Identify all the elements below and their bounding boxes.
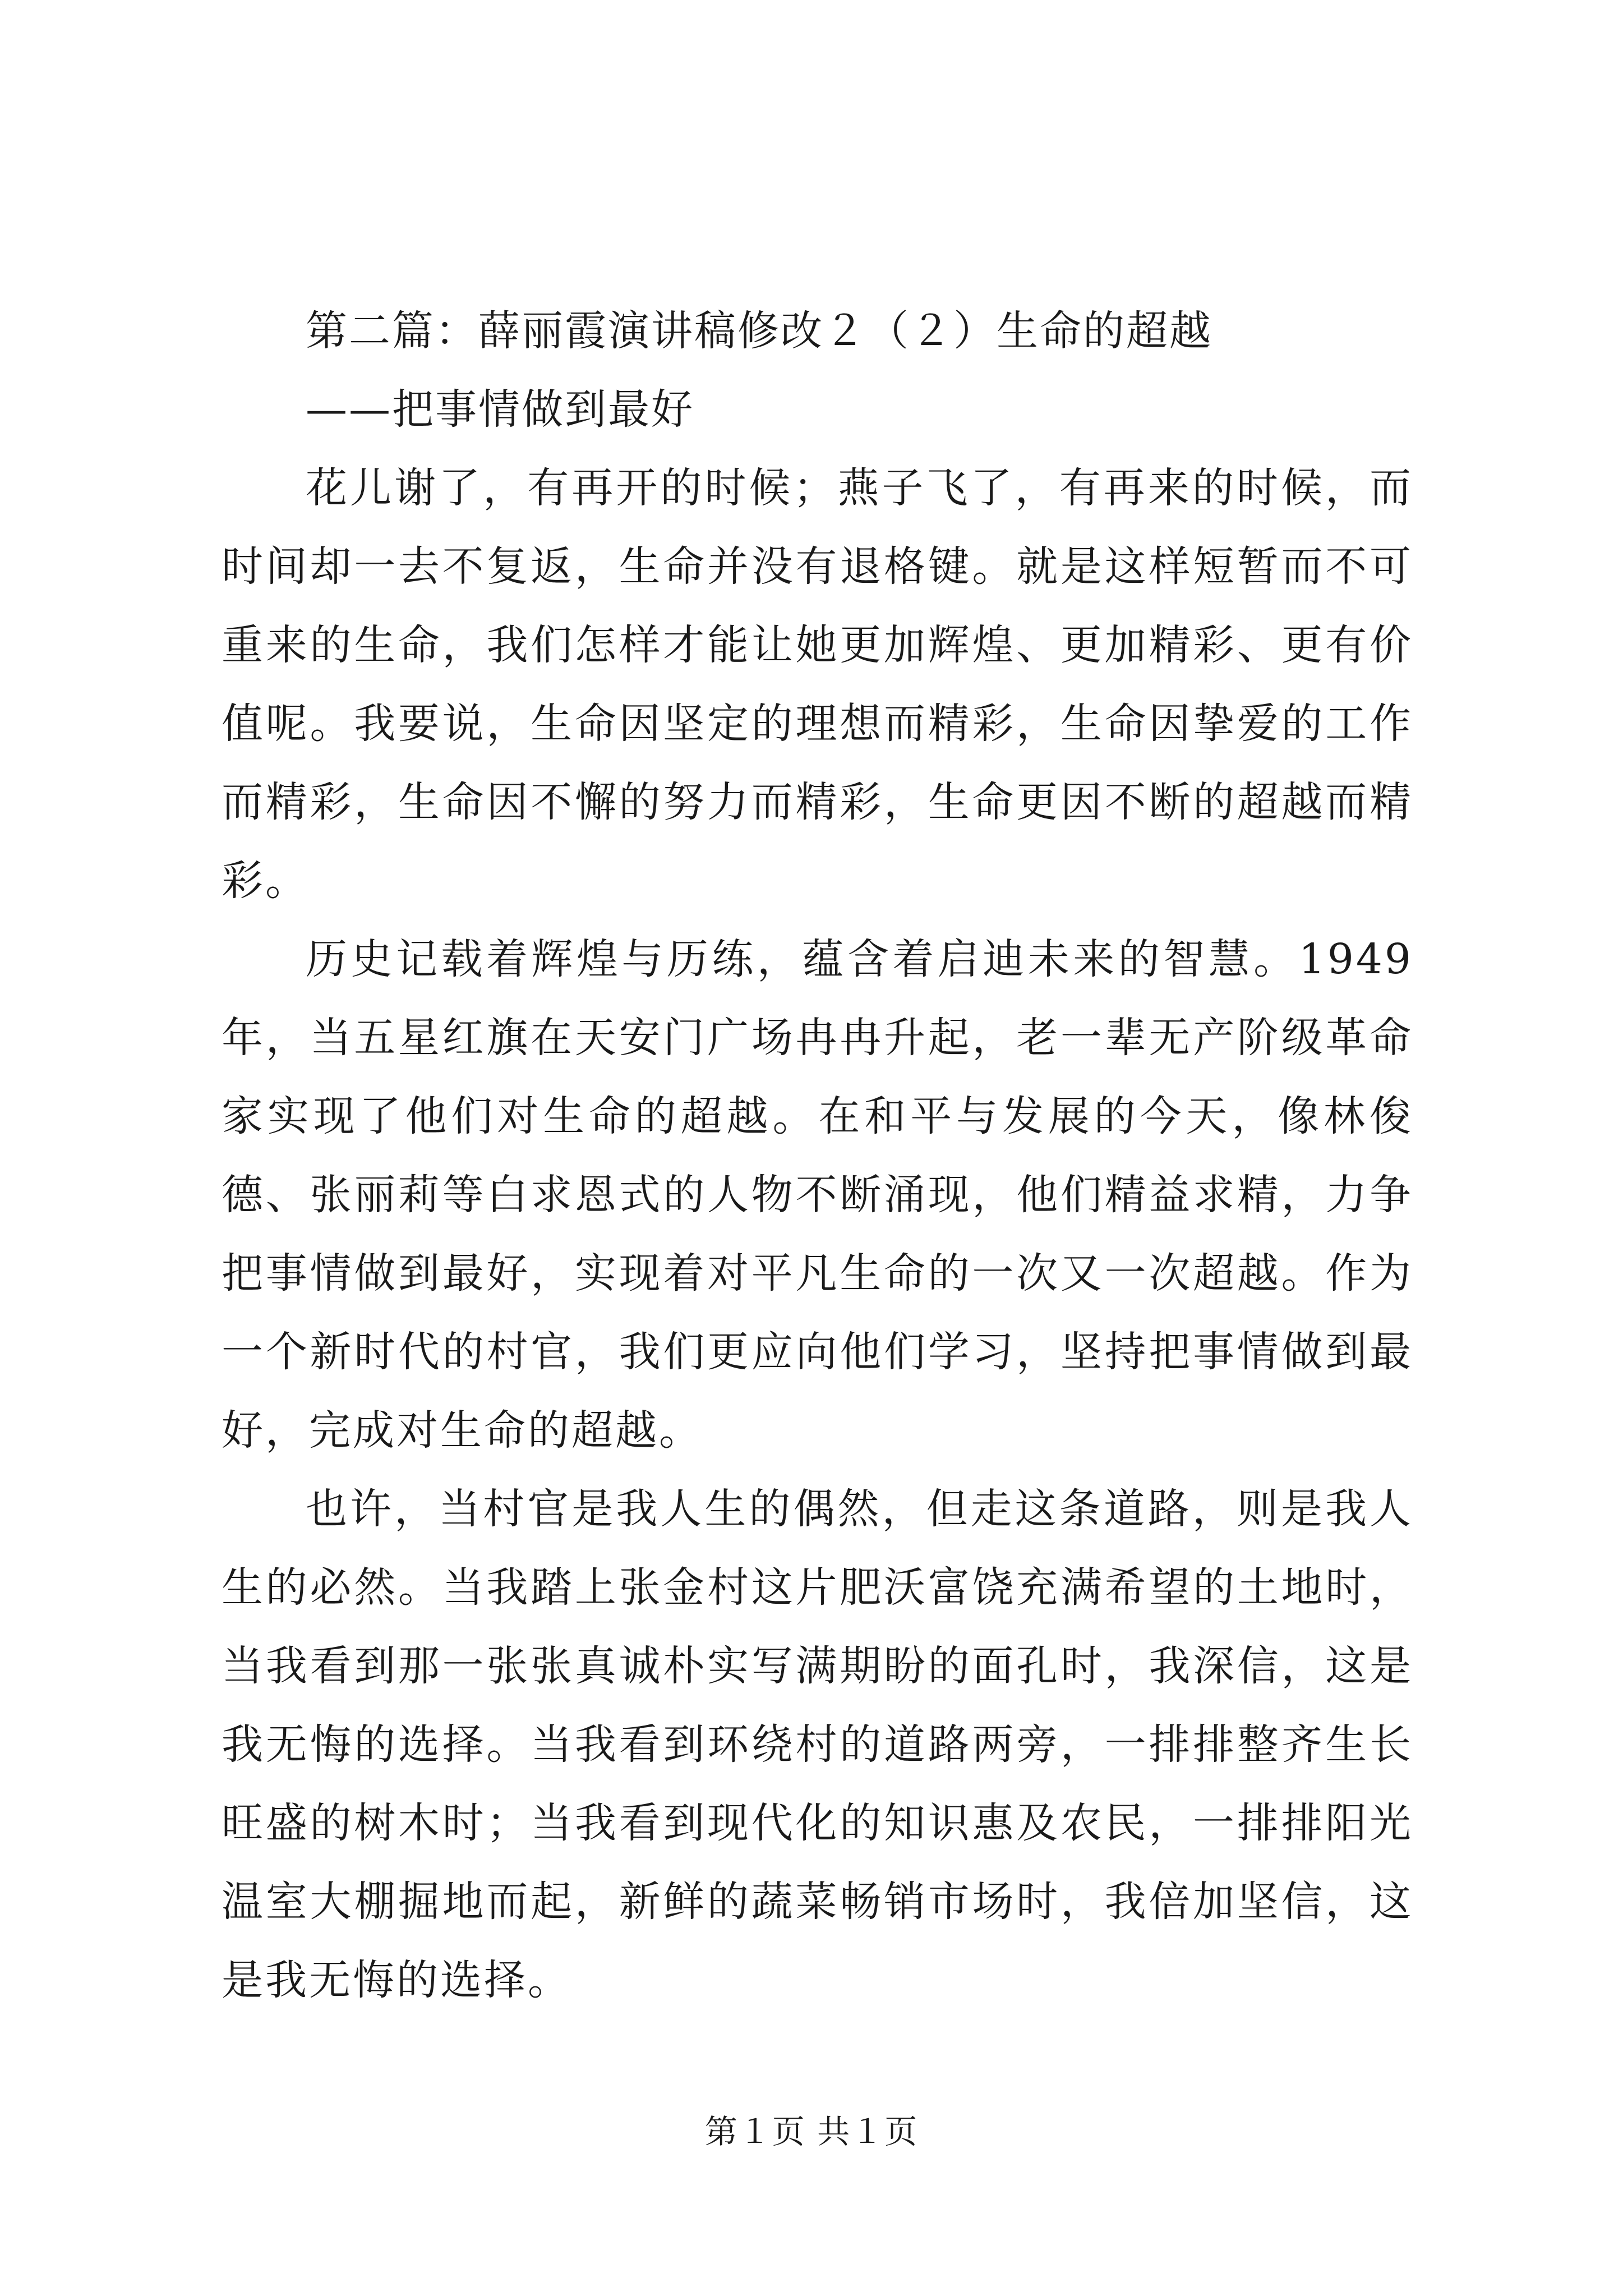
paragraph-1: 花儿谢了，有再开的时候；燕子飞了，有再来的时候，而时间却一去不复返，生命并没有退格键。就是这样短暂而不可重来的生命，我们怎样才能让她更加辉煌、更加精彩、更有价值呢。我要说，生命因坚定的理想而精彩，生命因挚爱的工作而精彩，生命因不懈的努力而精彩，生命更因不断的超越而精彩。 [222,464,1413,905]
page-number-footer: 第１页 共１页 [704,2113,919,2151]
document-title: 第二篇：薛丽霞演讲稿修改２（２）生命的超越 [306,307,1212,355]
paragraph-2: 历史记载着辉煌与历练，蕴含着启迪未来的智慧。1949年，当五星红旗在天安门广场冉冉升起，老一辈无产阶级革命家实现了他们对生命的超越。在和平与发展的今天，像林俊德、张丽莉等白求恩式的人物不断涌现，他们精益求精，力争把事情做到最好，实现着对平凡生命的一次又一次超越。作为一个新时代的村官，我们更应向他们学习，坚持把事情做到最好，完成对生命的超越。 [222,935,1413,1455]
document-body [222,292,1413,2019]
document-subtitle: ——把事情做到最好 [306,385,694,434]
paragraph-3: 也许，当村官是我人生的偶然，但走这条道路，则是我人生的必然。当我踏上张金村这片肥沃富饶充满希望的土地时，当我看到那一张张真诚朴实写满期盼的面孔时，我深信，这是我无悔的选择。当我看到环绕村的道路两旁，一排排整齐生长旺盛的树木时；当我看到现代化的知识惠及农民，一排排阳光温室大棚掘地而起，新鲜的蔬菜畅销市场时，我倍加坚信，这是我无悔的选择。 [222,1485,1413,2004]
